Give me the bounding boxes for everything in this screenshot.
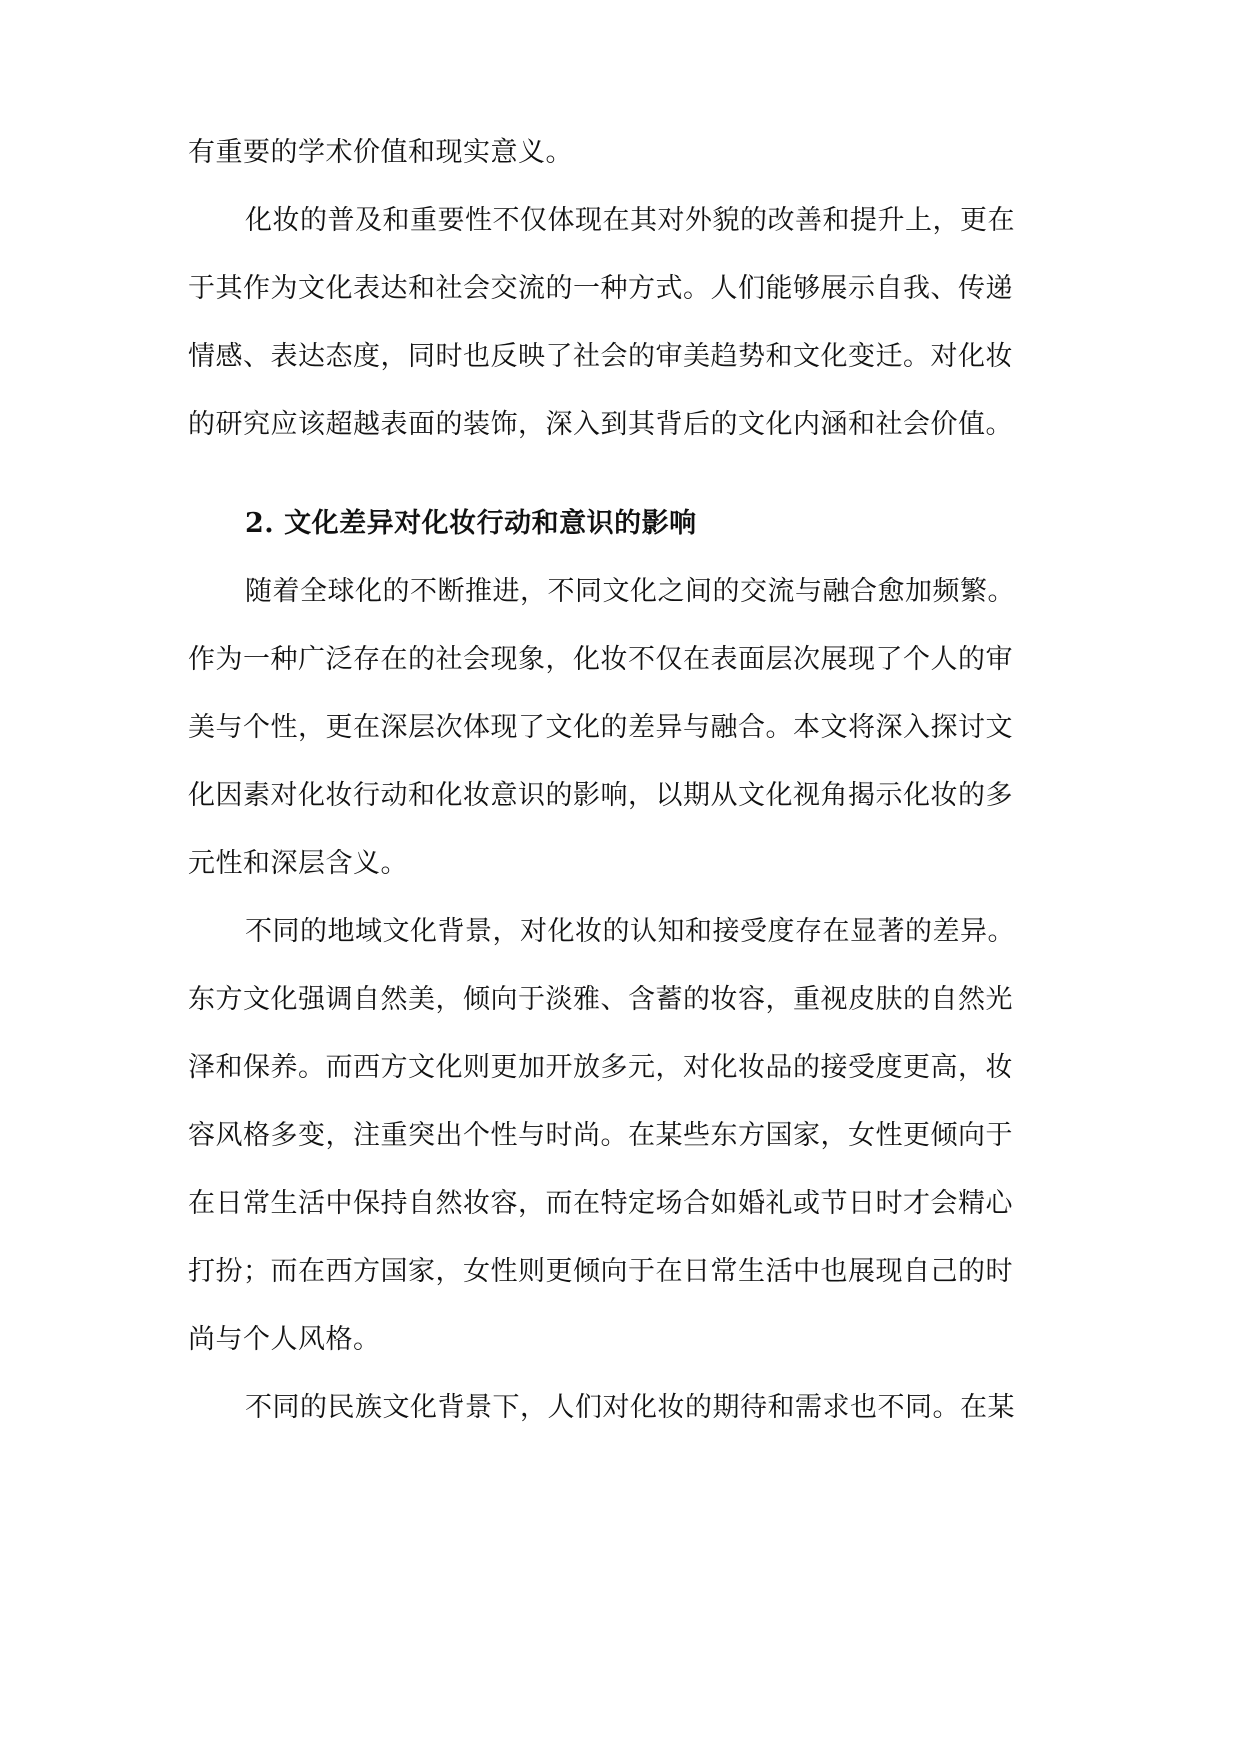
text-line: 容风格多变，注重突出个性与时尚。在某些东方国家，女性更倾向于 — [188, 1120, 1013, 1151]
text-line: 泽和保养。而西方文化则更加开放多元，对化妆品的接受度更高，妆 — [188, 1052, 1013, 1083]
text-line: 尚与个人风格。 — [188, 1324, 381, 1355]
text-line: 的研究应该超越表面的装饰，深入到其背后的文化内涵和社会价值。 — [188, 409, 1013, 440]
text-line: 作为一种广泛存在的社会现象，化妆不仅在表面层次展现了个人的审 — [188, 644, 1013, 675]
text-line: 打扮；而在西方国家，女性则更倾向于在日常生活中也展现自己的时 — [188, 1256, 1013, 1287]
text-line: 随着全球化的不断推进，不同文化之间的交流与融合愈加频繁。 — [245, 576, 1015, 607]
text-line: 不同的民族文化背景下，人们对化妆的期待和需求也不同。在某 — [245, 1392, 1015, 1423]
text-line: 在日常生活中保持自然妆容，而在特定场合如婚礼或节日时才会精心 — [188, 1188, 1013, 1219]
text-line: 元性和深层含义。 — [188, 848, 408, 879]
text-line: 不同的地域文化背景，对化妆的认知和接受度存在显著的差异。 — [245, 916, 1015, 947]
text-line: 化因素对化妆行动和化妆意识的影响，以期从文化视角揭示化妆的多 — [188, 780, 1013, 811]
text-line: 有重要的学术价值和现实意义。 — [188, 137, 573, 168]
text-line: 情感、表达态度，同时也反映了社会的审美趋势和文化变迁。对化妆 — [188, 341, 1013, 372]
text-line: 化妆的普及和重要性不仅体现在其对外貌的改善和提升上，更在 — [245, 205, 1015, 236]
text-line: 美与个性，更在深层次体现了文化的差异与融合。本文将深入探讨文 — [188, 712, 1013, 743]
section-heading: 2. 文化差异对化妆行动和意识的影响 — [245, 508, 697, 539]
text-line: 东方文化强调自然美，倾向于淡雅、含蓄的妆容，重视皮肤的自然光 — [188, 984, 1013, 1015]
text-line: 于其作为文化表达和社会交流的一种方式。人们能够展示自我、传递 — [188, 273, 1013, 304]
